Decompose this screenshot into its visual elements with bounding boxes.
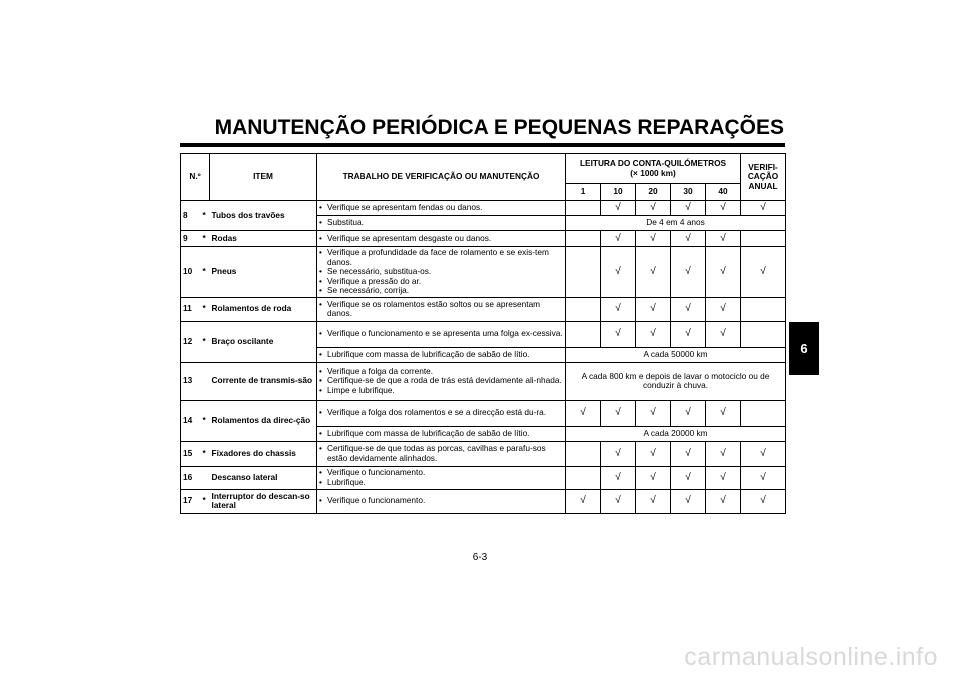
check-cell: √ [671, 441, 706, 466]
check-cell: √ [741, 466, 786, 489]
task-item: • Verifique o funcionamento e se apresenta uma folga ex-cessiva. [319, 329, 563, 339]
table-row [181, 321, 786, 347]
check-cell [741, 297, 786, 321]
check-cell: √ [636, 231, 671, 247]
header-item: ITEM [210, 154, 317, 201]
header-num: N.º [181, 154, 210, 201]
task-list [319, 350, 563, 360]
check-cell: √ [636, 297, 671, 321]
task-item: • Verifique se apresentam desgaste ou danos. [319, 234, 563, 244]
table-row [181, 201, 786, 216]
maintenance-table [180, 153, 786, 514]
check-cell: √ [671, 247, 706, 298]
work-cell [317, 400, 566, 426]
table-body [181, 201, 786, 514]
check-cell: √ [636, 400, 671, 426]
work-cell [317, 441, 566, 466]
check-cell: √ [601, 201, 636, 216]
table-row [181, 362, 786, 400]
work-cell [317, 216, 566, 231]
task-list [319, 367, 563, 396]
title-rule [180, 143, 785, 147]
check-cell [566, 231, 601, 247]
task-list [319, 496, 563, 506]
work-cell [317, 297, 566, 321]
task-item: • Lubrifique com massa de lubrificação de sabão de lítio. [319, 429, 563, 439]
item-number: 16 [181, 466, 201, 489]
table-row [181, 247, 786, 298]
task-list [319, 203, 563, 213]
item-number: 12 [181, 321, 201, 362]
check-cell: √ [741, 201, 786, 216]
check-cell: √ [636, 441, 671, 466]
check-cell: √ [566, 400, 601, 426]
check-cell [566, 201, 601, 216]
header-odometer-line1: LEITURA DO CONTA-QUILÓMETROS [579, 158, 727, 168]
item-star: * [201, 321, 210, 362]
check-cell: √ [601, 231, 636, 247]
header-annual-line2: CAÇÃO [747, 171, 779, 182]
page-title: MANUTENÇÃO PERIÓDICA E PEQUENAS REPARAÇÕES [214, 116, 784, 139]
work-cell [317, 489, 566, 513]
check-cell [741, 231, 786, 247]
header-work: TRABALHO DE VERIFICAÇÃO OU MANUTENÇÃO [317, 154, 566, 201]
check-cell: √ [601, 297, 636, 321]
item-number: 14 [181, 400, 201, 441]
check-cell: √ [706, 466, 741, 489]
header-km: 40 [706, 184, 741, 201]
task-list [319, 329, 563, 339]
task-item: • Se necessário, substitua-os. [319, 267, 563, 277]
item-star: * [201, 231, 210, 247]
check-cell: √ [601, 489, 636, 513]
task-item: • Lubrifique com massa de lubrificação de sabão de lítio. [319, 350, 563, 360]
table-row [181, 441, 786, 466]
check-cell: √ [741, 441, 786, 466]
item-name: Rodas [210, 231, 317, 247]
table-header [181, 154, 786, 201]
check-cell: √ [706, 489, 741, 513]
item-name: Pneus [210, 247, 317, 298]
check-cell: √ [601, 441, 636, 466]
check-cell [566, 247, 601, 298]
task-item: • Verifique se os rolamentos estão soltos ou se apresentam danos. [319, 300, 563, 319]
item-number: 13 [181, 362, 201, 400]
item-name: Corrente de transmis-são [210, 362, 317, 400]
item-number: 17 [181, 489, 201, 513]
work-cell [317, 362, 566, 400]
check-cell: √ [671, 400, 706, 426]
item-star: * [201, 400, 210, 441]
task-list [319, 218, 563, 228]
header-km: 20 [636, 184, 671, 201]
check-cell: √ [636, 466, 671, 489]
item-name: Rolamentos de roda [210, 297, 317, 321]
item-star: * [201, 201, 210, 231]
table-row [181, 400, 786, 426]
item-star: * [201, 247, 210, 298]
table-row [181, 489, 786, 513]
check-cell: √ [706, 231, 741, 247]
header-annual [741, 154, 786, 201]
header-annual-line1: VERIFI- [748, 161, 778, 172]
check-cell: √ [706, 247, 741, 298]
item-number: 9 [181, 231, 201, 247]
item-number: 15 [181, 441, 201, 466]
check-cell: √ [601, 247, 636, 298]
task-item: • Verifique o funcionamento. [319, 496, 563, 506]
interval-note: A cada 50000 km [566, 347, 786, 362]
check-cell: √ [566, 489, 601, 513]
task-list [319, 468, 563, 487]
check-cell: √ [636, 247, 671, 298]
task-item: • Verifique se apresentam fendas ou danos. [319, 203, 563, 213]
header-km: 30 [671, 184, 706, 201]
header-km: 1 [566, 184, 601, 201]
check-cell [566, 321, 601, 347]
check-cell: √ [741, 247, 786, 298]
task-list [319, 429, 563, 439]
item-star: * [201, 297, 210, 321]
task-item: • Certifique-se de que todas as porcas, cavilhas e parafu-sos estão devidamente alinhados. [319, 444, 563, 463]
item-number: 10 [181, 247, 201, 298]
item-name: Fixadores do chassis [210, 441, 317, 466]
task-item: • Lubrifique. [319, 478, 563, 488]
check-cell: √ [706, 400, 741, 426]
check-cell: √ [671, 201, 706, 216]
watermark: carmanualsonline.info [684, 643, 938, 671]
check-cell: √ [601, 321, 636, 347]
item-name: Braço oscilante [210, 321, 317, 362]
page-number: 6-3 [472, 552, 488, 563]
chapter-tab-label: 6 [800, 341, 808, 356]
header-annual-line3: ANUAL [748, 180, 778, 191]
check-cell: √ [671, 466, 706, 489]
interval-note: A cada 20000 km [566, 426, 786, 441]
work-cell [317, 231, 566, 247]
check-cell: √ [601, 400, 636, 426]
task-list [319, 408, 563, 418]
task-item: • Verifique a folga da corrente. [319, 367, 563, 377]
task-item: • Verifique o funcionamento. [319, 468, 563, 478]
task-list [319, 234, 563, 244]
header-km: 10 [601, 184, 636, 201]
check-cell: √ [706, 441, 741, 466]
check-cell: √ [706, 201, 741, 216]
work-cell [317, 247, 566, 298]
check-cell [566, 466, 601, 489]
task-item: • Substitua. [319, 218, 563, 228]
check-cell: √ [671, 489, 706, 513]
check-cell: √ [636, 201, 671, 216]
check-cell: √ [706, 297, 741, 321]
check-cell: √ [671, 297, 706, 321]
work-cell [317, 426, 566, 441]
item-star [201, 466, 210, 489]
item-name: Interruptor do descan-so lateral [210, 489, 317, 513]
check-cell: √ [671, 231, 706, 247]
item-number: 8 [181, 201, 201, 231]
check-cell [741, 321, 786, 347]
header-odometer [566, 154, 741, 184]
check-cell [566, 297, 601, 321]
task-item: • Verifique a folga dos rolamentos e se a direcção está du-ra. [319, 408, 563, 418]
check-cell [741, 400, 786, 426]
work-cell [317, 201, 566, 216]
item-name: Rolamentos da direc-ção [210, 400, 317, 441]
check-cell: √ [741, 489, 786, 513]
check-cell: √ [671, 321, 706, 347]
item-star [201, 362, 210, 400]
chapter-tab[interactable] [789, 322, 819, 375]
task-item: • Verifique a profundidade da face de rolamento e se exis-tem danos. [319, 248, 563, 267]
task-list [319, 248, 563, 296]
task-item: • Certifique-se de que a roda de trás está devidamente ali-nhada. [319, 376, 563, 386]
task-item: • Se necessário, corrija. [319, 286, 563, 296]
item-number: 11 [181, 297, 201, 321]
table-row [181, 466, 786, 489]
check-cell: √ [636, 489, 671, 513]
item-star: * [201, 489, 210, 513]
item-name: Tubos dos travões [210, 201, 317, 231]
task-item: • Limpe e lubrifique. [319, 386, 563, 396]
work-cell [317, 466, 566, 489]
header-odometer-line2: (× 1000 km) [630, 167, 676, 178]
task-item: • Verifique a pressão do ar. [319, 277, 563, 287]
interval-note: A cada 800 km e depois de lavar o motociclo ou de conduzir à chuva. [566, 362, 786, 400]
item-name: Descanso lateral [210, 466, 317, 489]
work-cell [317, 321, 566, 347]
table-row [181, 231, 786, 247]
table-row [181, 297, 786, 321]
check-cell [566, 441, 601, 466]
task-list [319, 444, 563, 463]
check-cell: √ [636, 321, 671, 347]
work-cell [317, 347, 566, 362]
interval-note: De 4 em 4 anos [566, 216, 786, 231]
check-cell: √ [706, 321, 741, 347]
task-list [319, 300, 563, 319]
item-star: * [201, 441, 210, 466]
check-cell: √ [601, 466, 636, 489]
